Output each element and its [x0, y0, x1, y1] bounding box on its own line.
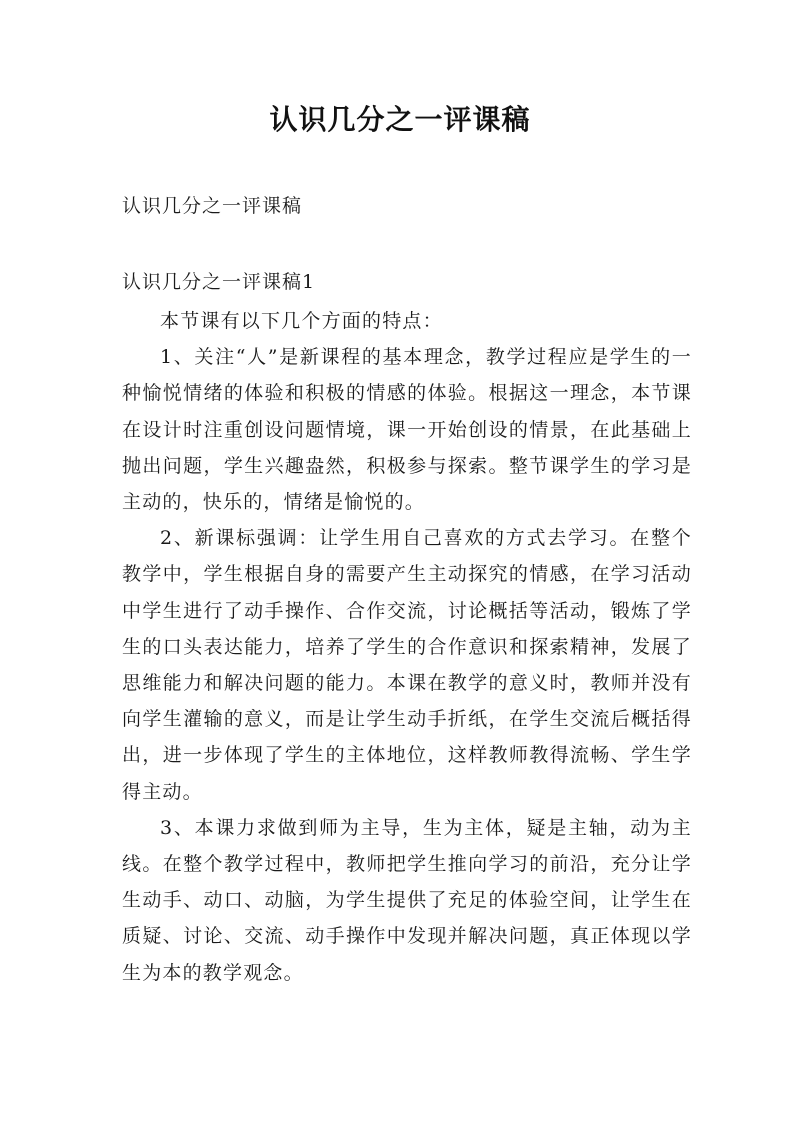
paragraph-point-2: 2、新课标强调：让学生用自己喜欢的方式去学习。在整个教学中，学生根据自身的需要产生主动探究的情感，在学习活动中学生进行了动手操作、合作交流，讨论概括等活动，锻炼了学生的口头表达能力，培养了学生的合作意识和探索精神，发展了思维能力和解决问题的能力。本课在教学的意义时，教师并没有向学生灌输的意义，而是让学生动手折纸，在学生交流后概括得出，进一步体现了学生的主体地位，这样教师教得流畅、学生学得主动。: [122, 527, 692, 803]
paragraph-intro: 本节课有以下几个方面的特点：: [160, 310, 443, 332]
body-text: [122, 303, 692, 991]
document-title: 认识几分之一评课稿: [269, 103, 531, 136]
section-heading: 认识几分之一评课稿1: [122, 271, 316, 293]
document-subtitle: 认识几分之一评课稿: [122, 195, 303, 217]
paragraph-point-3: 3、本课力求做到师为主导，生为主体，疑是主轴，动为主线。在整个教学过程中，教师把学生推向学习的前沿，充分让学生动手、动口、动脑，为学生提供了充足的体验空间，让学生在质疑、讨论、交流、动手操作中发现并解决问题，真正体现以学生为本的教学观念。: [122, 816, 692, 984]
paragraph-point-1: 1、关注“人”是新课程的基本理念，教学过程应是学生的一种愉悦情绪的体验和积极的情感的体验。根据这一理念，本节课在设计时注重创设问题情境，课一开始创设的情景，在此基础上抛出问题，学生兴趣盎然，积极参与探索。整节课学生的学习是主动的，快乐的，情绪是愉悦的。: [122, 346, 692, 514]
